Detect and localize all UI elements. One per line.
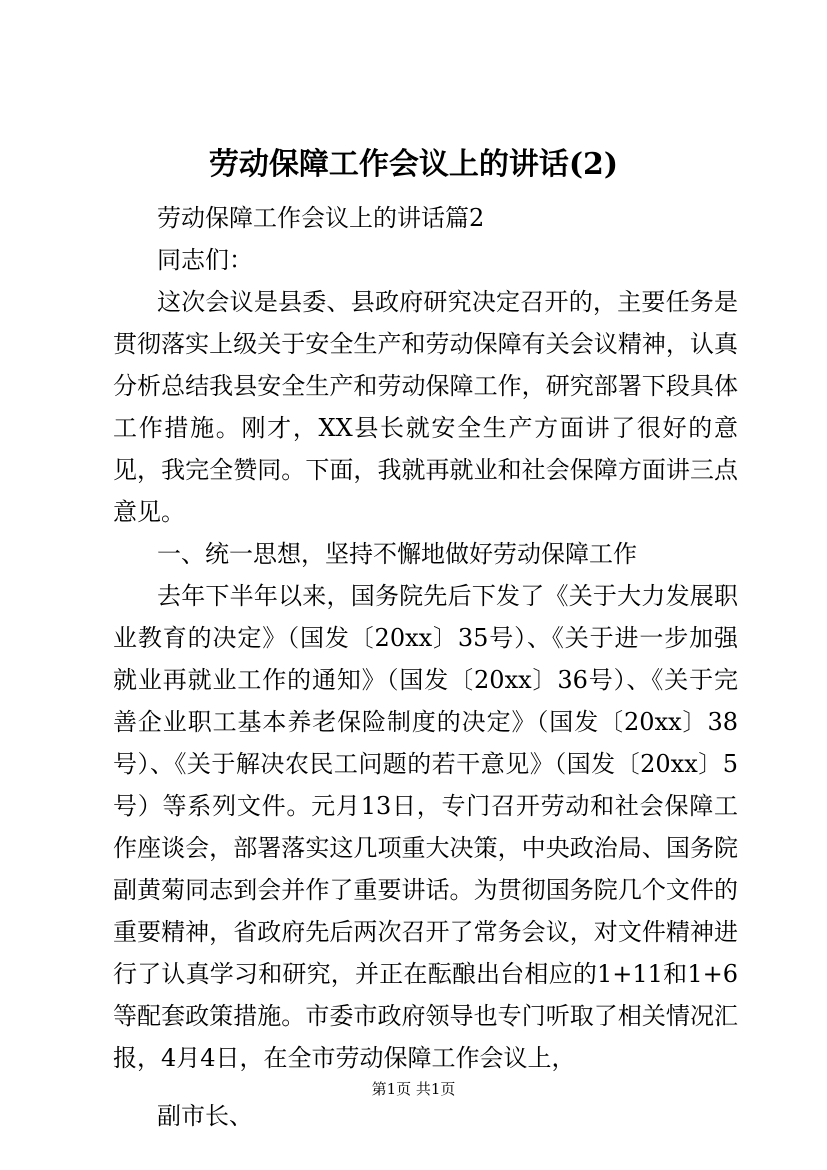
section-heading: 劳动保障工作会议上的讲话篇2 [157,204,485,232]
paragraph-background: 去年下半年以来，国务院先后下发了《关于大力发展职业教育的决定》（国发〔20xx〕35号）、《关于进一步加强就业再就业工作的通知》（国发〔20xx〕36号）、《关于完善企业职工基本养老保险制度的决定》（国发〔20xx〕38号）、《关于解决农民工问题的若干意见》（国发〔20xx〕5号）等系列文件。元月13日，专门召开劳动和社会保障工作座谈会，部署落实这几项重大决策，中央政治局、国务院副黄菊同志到会并作了重要讲话。为贯彻国务院几个文件的重要精神，省政府先后两次召开了常务会议，对文件精神进行了认真学习和研究，并正在酝酿出台相应的1+11和1+6等配套政策措施。市委市政府领导也专门听取了相关情况汇报，4月4日，在全市劳动保障工作会议上， [113,582,738,1072]
section-heading-1: 一、统一思想，坚持不懈地做好劳动保障工作 [157,540,637,568]
salutation: 同志们： [157,246,253,274]
paragraph-fragment: 副市长、 [157,1102,253,1130]
page-footer: 第1页 共1页 [371,1080,456,1098]
document-body [113,197,738,1137]
paragraph-intro: 这次会议是县委、县政府研究决定召开的，主要任务是贯彻落实上级关于安全生产和劳动保障有关会议精神，认真分析总结我县安全生产和劳动保障工作，研究部署下段具体工作措施。刚才，XX县长就安全生产方面讲了很好的意见，我完全赞同。下面，我就再就业和社会保障方面讲三点意见。 [113,288,738,526]
document-title: 劳动保障工作会议上的讲话(2) [208,147,619,182]
